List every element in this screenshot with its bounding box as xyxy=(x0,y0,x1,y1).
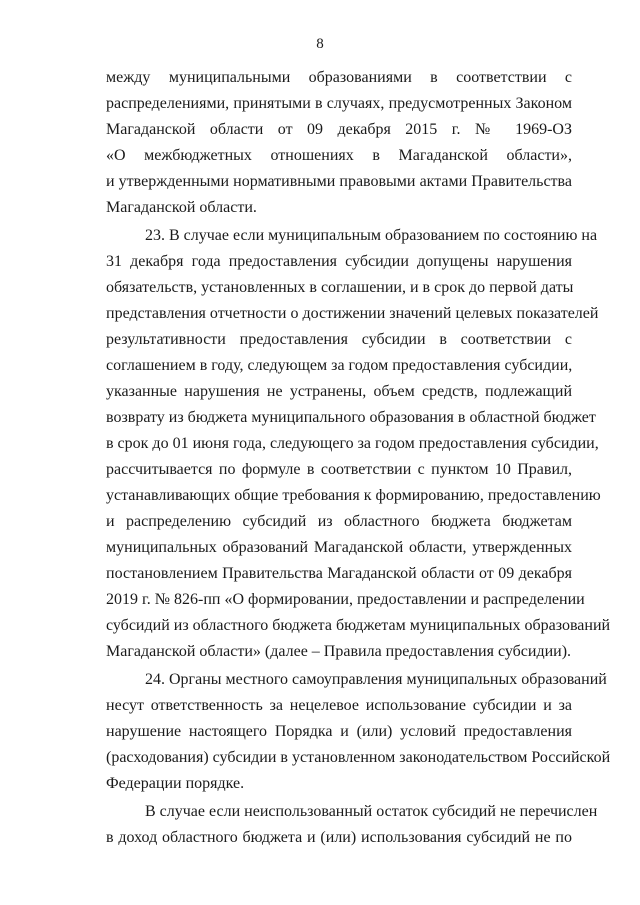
paragraph-24-first-line: 24. Органы местного самоуправления муниципальных образований xyxy=(145,671,607,688)
text-line: соглашением в году, следующем за годом предоставления субсидии, xyxy=(106,357,573,374)
text-line: между муниципальными образованиями в соответствии с xyxy=(106,69,572,86)
text-line: Федерации порядке. xyxy=(106,775,245,792)
text-line: обязательств, установленных в соглашении, и в срок до первой даты xyxy=(106,279,574,296)
text-line: возврату из бюджета муниципального образования в областной бюджет xyxy=(106,409,596,426)
text-line: рассчитывается по формуле в соответствии с пунктом 10 Правил, xyxy=(106,461,572,478)
text-line: указанные нарушения не устранены, объем средств, подлежащий xyxy=(106,383,572,400)
text-line: в срок до 01 июня года, следующего за годом предоставления субсидии, xyxy=(106,435,599,452)
text-line: в доход областного бюджета и (или) использования субсидий не по xyxy=(106,829,572,846)
text-line: результативности предоставления субсидии в соответствии с xyxy=(106,331,572,348)
text-line: Магаданской области. xyxy=(106,199,257,216)
text-line: «О межбюджетных отношениях в Магаданской области», xyxy=(106,147,572,164)
paragraph-23-first-line: 23. В случае если муниципальным образованием по состоянию на xyxy=(145,227,598,244)
text-line: 31 декабря года предоставления субсидии допущены нарушения xyxy=(106,253,572,270)
text-line: субсидий из областного бюджета бюджетам муниципальных образований xyxy=(106,617,611,634)
text-line: распределениями, принятыми в случаях, предусмотренных Законом xyxy=(106,95,572,112)
text-line: устанавливающих общие требования к формированию, предоставлению xyxy=(106,487,601,504)
page-number: 8 xyxy=(316,36,324,52)
text-line: и распределению субсидий из областного бюджета бюджетам xyxy=(106,513,572,530)
text-line: Магаданской области» (далее – Правила предоставления субсидии). xyxy=(106,643,572,660)
text-line: представления отчетности о достижении значений целевых показателей xyxy=(106,305,599,322)
text-line: 2019 г. № 826-пп «О формировании, предоставлении и распределении xyxy=(106,591,585,608)
text-line: (расходования) субсидии в установленном законодательством Российской xyxy=(106,749,611,766)
text-line: нарушение настоящего Порядка и (или) условий предоставления xyxy=(106,723,572,740)
text-line: Магаданской области от 09 декабря 2015 г. № 1969-ОЗ xyxy=(106,121,572,138)
text-line: муниципальных образований Магаданской области, утвержденных xyxy=(106,539,572,556)
text-line: постановлением Правительства Магаданской области от 09 декабря xyxy=(106,565,572,582)
text-line: несут ответственность за нецелевое использование субсидии и за xyxy=(106,697,572,714)
paragraph-last-first-line: В случае если неиспользованный остаток субсидий не перечислен xyxy=(145,803,598,820)
text-line: и утвержденными нормативными правовыми актами Правительства xyxy=(106,173,572,190)
